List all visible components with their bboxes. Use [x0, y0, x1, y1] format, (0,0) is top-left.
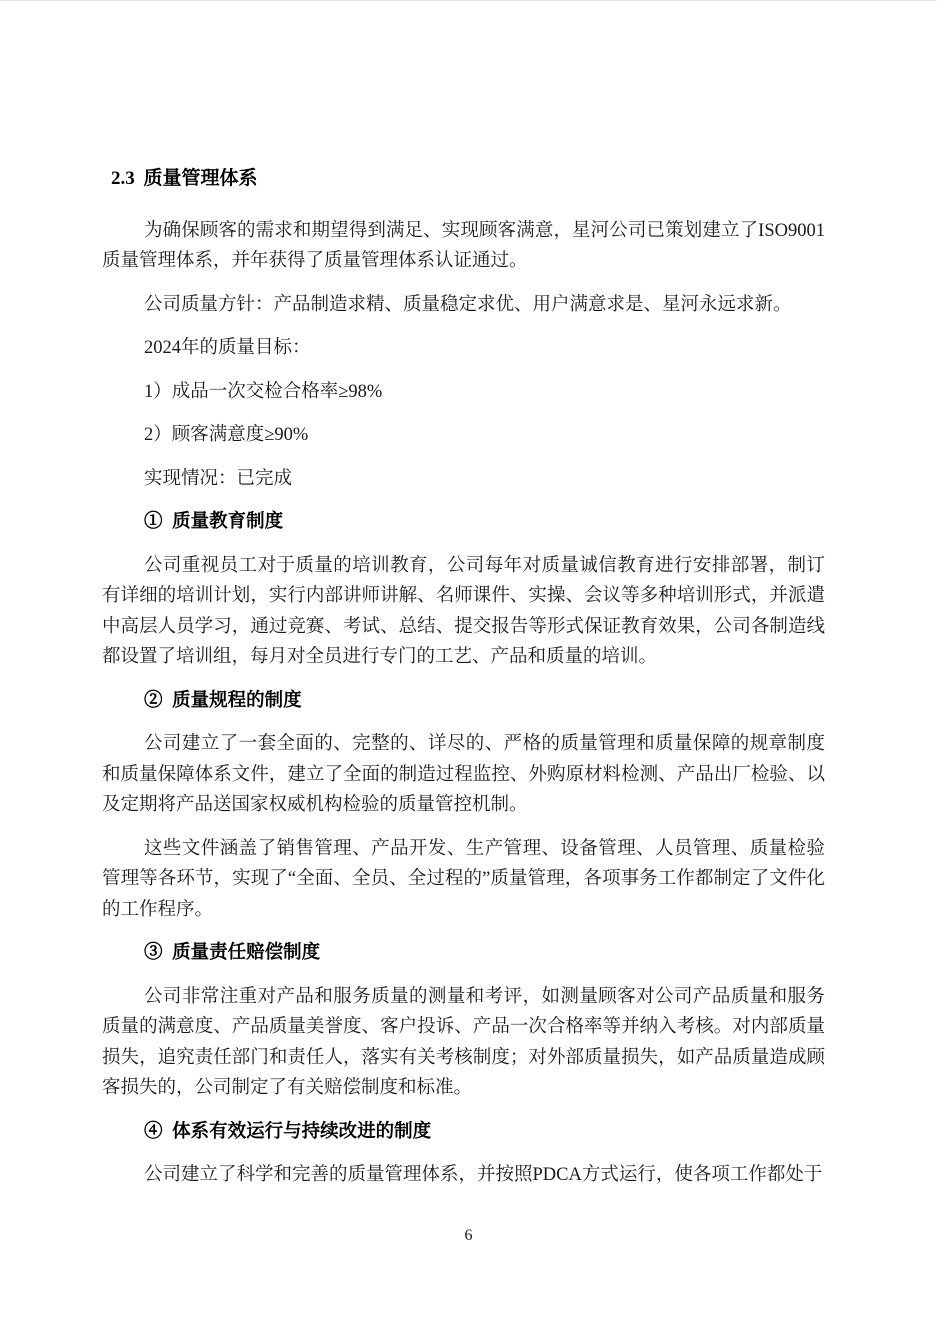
paragraph-regulations: 公司建立了一套全面的、完整的、详尽的、严格的质量管理和质量保障的规章制度和质量保障体系文件，建立了全面的制造过程监控、外购原材料检测、产品出厂检验、以及定期将产品送国家权威机构检验的质量管控机制。 — [102, 734, 825, 815]
paragraph-goal-status: 实现情况：已完成 — [144, 468, 293, 489]
paragraph-pdca: 公司建立了科学和完善的质量管理体系，并按照PDCA方式运行，使各项工作都处于 — [144, 1165, 823, 1185]
list-item-goal-2: 2）顾客满意度≥90% — [144, 425, 309, 445]
document-content — [102, 164, 825, 1204]
paragraph-compensation: 公司非常注重对产品和服务质量的测量和考评，如测量顾客对公司产品质量和服务质量的满意度、产品质量美誉度、客户投诉、产品一次合格率等并纳入考核。对内部质量损失，追究责任部门和责任人，落实有关考核制度；对外部质量损失，如产品质量造成顾客损失的，公司制定了有关赔偿制度和标准。 — [102, 986, 825, 1098]
paragraph-quality-policy: 公司质量方针：产品制造求精、质量稳定求优、用户满意求是、星河永远求新。 — [144, 294, 792, 315]
subheading-2: ② 质量规程的制度 — [144, 690, 302, 711]
subheading-4: ④ 体系有效运行与持续改进的制度 — [144, 1121, 432, 1142]
subheading-1: ① 质量教育制度 — [144, 512, 284, 532]
page-number: 6 — [464, 1227, 473, 1244]
list-item-goal-1: 1）成品一次交检合格率≥98% — [144, 381, 383, 402]
paragraph-coverage: 这些文件涵盖了销售管理、产品开发、生产管理、设备管理、人员管理、质量检验管理等各环节，实现了“全面、全员、全过程的”质量管理，各项事务工作都制定了文件化的工作程序。 — [102, 838, 825, 920]
paragraph-quality-goals: 2024年的质量目标： — [144, 338, 311, 358]
section-heading: 2.3 质量管理体系 — [111, 168, 258, 189]
subheading-3: ③ 质量责任赔偿制度 — [144, 943, 321, 963]
paragraph-iso-intro: 为确保顾客的需求和期望得到满足、实现顾客满意，星河公司已策划建立了ISO9001质量管理体系，并年获得了质量管理体系认证通过。 — [102, 220, 825, 271]
paragraph-education: 公司重视员工对于质量的培训教育，公司每年对质量诚信教育进行安排部署，制订有详细的培训计划，实行内部讲师讲解、名师课件、实操、会议等多种培训形式，并派遣中高层人员学习，通过竞赛、考试、总结、提交报告等形式保证教育效果，公司各制造线都设置了培训组，每月对全员进行专门的工艺、产品和质量的培训。 — [102, 555, 825, 667]
